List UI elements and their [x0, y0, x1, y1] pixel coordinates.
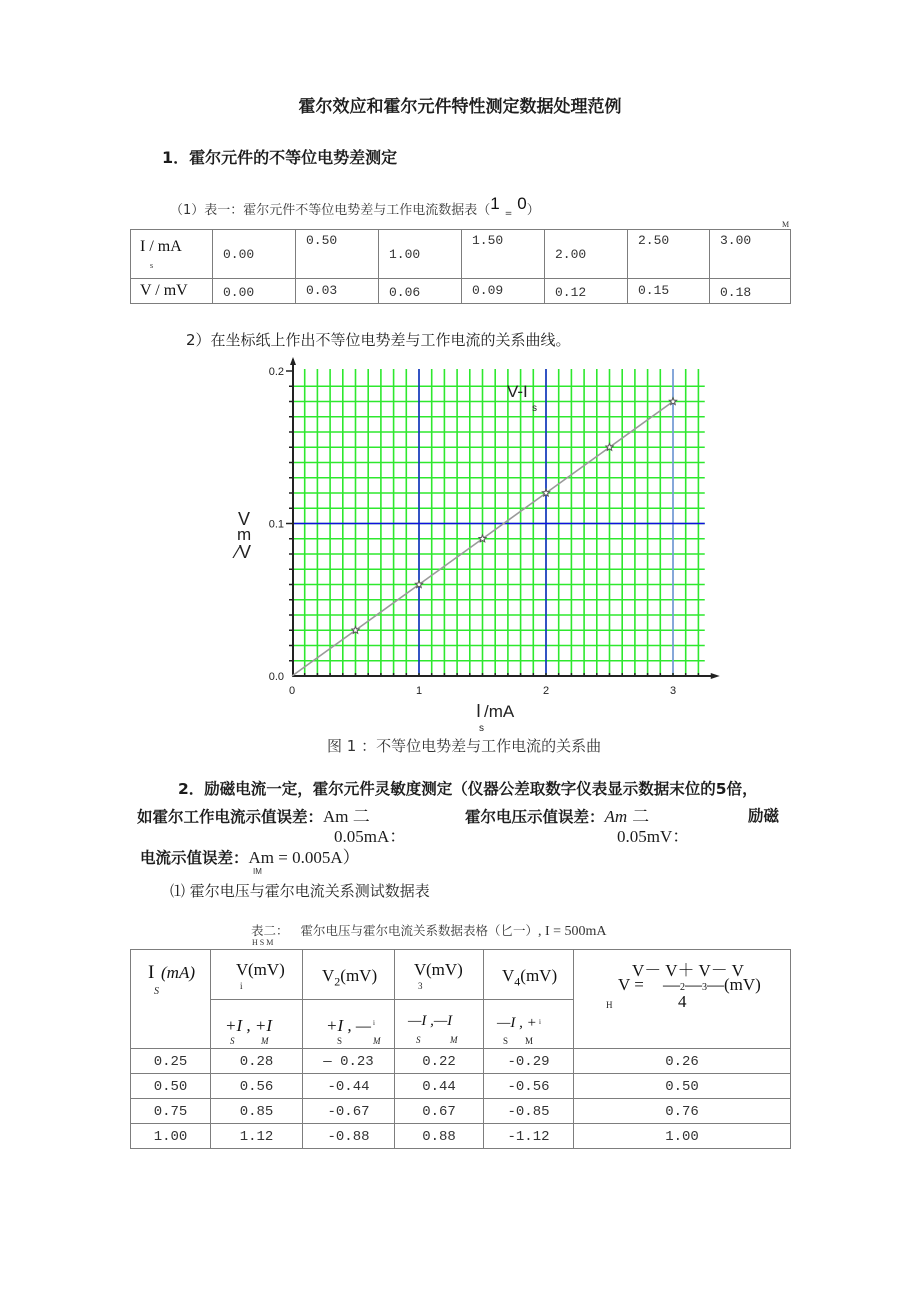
table-1-cell: [462, 230, 545, 279]
y-tick-label: 0.2: [268, 366, 284, 378]
table-1-cell: [628, 230, 710, 279]
header-v2: [303, 950, 395, 1000]
condition-text: +I , +I: [225, 1016, 273, 1035]
table-2-cell: [484, 1049, 574, 1074]
current-label: I / mA: [140, 238, 182, 255]
excitation-error-subscript: IM: [253, 867, 262, 876]
formula-subscript: H: [606, 1000, 613, 1010]
work-current-error-line: [137, 807, 370, 827]
table-1-caption-close: ）: [526, 203, 540, 218]
current-value: 1.50: [472, 233, 504, 248]
header-v2-label: [322, 966, 377, 989]
vh-value: 0.76: [665, 1104, 699, 1120]
table-2-row: [131, 1074, 791, 1099]
header-v4-subscript: 4: [514, 974, 521, 989]
table-1-cell: [628, 279, 710, 304]
header-v2-unit: (mV): [340, 966, 378, 985]
x-axis-label: I: [476, 701, 482, 721]
v1-value: 0.28: [239, 1054, 274, 1070]
table-1-caption: [170, 194, 540, 224]
table-2-caption-text: 霍尔电压与霍尔电流关系数据表格（匕一）: [300, 923, 538, 938]
formula-denominator: 4: [678, 992, 687, 1011]
v3-value: 0.44: [422, 1079, 456, 1095]
table-2-cell: [395, 1074, 484, 1099]
header-v4-symbol: V: [502, 966, 515, 985]
table-2-cell: [574, 1049, 791, 1074]
current-value: 0.50: [306, 233, 338, 248]
vi-chart: [220, 350, 730, 745]
table-2-caption-tail: , I = 500mA: [537, 924, 607, 939]
work-current-error-label: 如霍尔工作电流示值误差：: [137, 808, 324, 826]
condition-subscript: M: [450, 1035, 458, 1045]
header-v3-unit: (mV): [426, 960, 463, 979]
y-tick-label: 0.1: [268, 518, 284, 531]
y-tick-label: 0.0: [268, 671, 284, 683]
step-2-instruction: 2）在坐标纸上作出不等位电势差与工作电流的关系曲线。: [186, 331, 571, 349]
chart-series: [292, 398, 677, 676]
x-tick-label: 1: [415, 685, 423, 697]
table-1-caption-symbol-1: 1: [490, 194, 500, 213]
table-2-caption-subscript: H S M: [252, 938, 274, 947]
table-2-cell: [395, 1099, 484, 1124]
table-1-caption-subscript: M: [782, 220, 790, 229]
table-1-cell: [710, 230, 791, 279]
table-2-cell: [484, 1074, 574, 1099]
table-2-header-row: [131, 950, 791, 1000]
excitation-error-label: 电流示值误差：: [140, 849, 249, 867]
voltage-value: 0.00: [223, 285, 255, 300]
voltage-label: V / mV: [140, 282, 188, 299]
v4-value: -1.12: [507, 1129, 550, 1145]
current-value: 0.50: [153, 1079, 188, 1095]
table-2-cell: [211, 1124, 303, 1149]
table-2-row: [131, 1124, 791, 1149]
voltage-value: 0.15: [638, 283, 670, 298]
header-v1: [211, 950, 303, 1000]
condition-subscript: S: [416, 1035, 421, 1045]
table-2-cell: [211, 1074, 303, 1099]
work-current-error-value: 0.05mA：: [334, 827, 407, 846]
header-current-symbol: I: [148, 962, 155, 983]
current-label-subscript: s: [150, 261, 154, 270]
condition-subscript: M: [373, 1036, 381, 1046]
x-tick-label: 3: [669, 685, 677, 697]
current-value: 1.00: [153, 1129, 188, 1145]
v4-value: -0.85: [507, 1104, 550, 1120]
table-2-cell: [303, 1099, 395, 1124]
voltage-value: 0.18: [720, 285, 752, 300]
excitation-error-line: [140, 848, 360, 868]
table-1-cell: [710, 279, 791, 304]
table-1-row-current: [131, 230, 791, 279]
table-1-cell: [545, 230, 628, 279]
formula-index: 3: [702, 982, 707, 993]
table-2-cell: [395, 1124, 484, 1149]
formula-index: 2: [680, 982, 685, 993]
table-1-cell: [213, 279, 296, 304]
v3-value: 0.22: [422, 1054, 456, 1070]
v2-value: -0.44: [327, 1079, 370, 1095]
current-value: 0.75: [153, 1104, 188, 1120]
x-tick-label: 2: [542, 685, 550, 697]
v4-value: -0.56: [507, 1079, 550, 1095]
table-2-caption: [251, 923, 607, 940]
condition-subscript: S: [230, 1036, 235, 1046]
current-value: 0.00: [223, 247, 255, 262]
table-1-cell: [213, 230, 296, 279]
current-value: 2.00: [555, 247, 587, 262]
table-2-cell: [574, 1124, 791, 1149]
table-1-cell: [379, 279, 462, 304]
table-2-cell: [484, 1124, 574, 1149]
v3-value: 0.88: [422, 1129, 456, 1145]
y-axis-label-line: m: [237, 525, 252, 544]
condition-subscript: S: [503, 1036, 509, 1046]
header-current: [131, 950, 211, 1049]
condition-superscript: i: [539, 1018, 541, 1026]
condition-text: —I , +: [497, 1015, 537, 1031]
fraction-bar-segment: —: [685, 975, 702, 994]
table-2-cell: [574, 1074, 791, 1099]
header-v2-symbol: V: [322, 966, 335, 985]
hall-voltage-error-value: 0.05mV：: [617, 827, 690, 846]
hall-voltage-error-equals: 二: [632, 807, 650, 826]
x-tick-label: 0: [288, 685, 296, 697]
condition-text: +I , —: [326, 1016, 371, 1035]
v1-value: 0.56: [239, 1079, 274, 1095]
chart-title: V-I: [507, 382, 528, 401]
current-value: 2.50: [638, 233, 670, 248]
table-1-cell: [296, 230, 379, 279]
table-1-header-voltage: [131, 279, 213, 304]
table-1-cell: [296, 279, 379, 304]
current-value: 1.00: [389, 247, 421, 262]
hall-voltage-error-symbol: Am: [604, 807, 628, 826]
header-current-unit: (mA): [161, 963, 195, 982]
condition-subscript: M: [261, 1036, 269, 1046]
table-1-cell: [462, 279, 545, 304]
voltage-value: 0.06: [389, 285, 421, 300]
table-2-row: [131, 1049, 791, 1074]
y-axis-arrow: [290, 357, 296, 365]
x-axis-label-unit: /mA: [484, 702, 515, 721]
v2-value: -0.67: [327, 1104, 370, 1120]
condition-superscript: i: [373, 1019, 375, 1027]
table-2-cell: [303, 1124, 395, 1149]
header-v4-unit: (mV): [520, 966, 558, 985]
table-2-cell: [484, 1099, 574, 1124]
header-current-subscript: S: [154, 986, 159, 997]
excitation-error-value: Am = 0.005A）: [248, 848, 360, 867]
hall-voltage-error-label: 霍尔电压示值误差：: [465, 808, 605, 826]
section-2-heading: 2．励磁电流一定，霍尔元件灵敏度测定（仪器公差取数字仪表显示数据末位的5倍，: [178, 780, 758, 798]
subsection-1-heading: ⑴ 霍尔电压与霍尔电流关系测试数据表: [170, 882, 430, 900]
table-1-caption-equals: =: [504, 209, 513, 219]
table-2-caption-label: 表二：: [251, 923, 289, 938]
current-value: 3.00: [720, 233, 752, 248]
vh-value: 0.26: [665, 1054, 699, 1070]
figure-1-caption: 图 1 ：不等位电势差与工作电流的关系曲: [327, 737, 602, 755]
header-v1-symbol: V: [236, 960, 249, 979]
header-v3-symbol: V: [414, 960, 427, 979]
header-v2-subscript: 2: [334, 974, 341, 989]
voltage-value: 0.09: [472, 283, 504, 298]
table-1-cell: [379, 230, 462, 279]
condition-v1: [211, 1000, 303, 1049]
header-v4: [484, 950, 574, 1000]
v4-value: -0.29: [507, 1054, 550, 1070]
table-2-cell: [131, 1124, 211, 1149]
header-v1-unit: (mV): [248, 960, 285, 979]
v1-value: 0.85: [239, 1104, 274, 1120]
v2-value: — 0.23: [323, 1054, 374, 1070]
y-axis-label-line: V: [238, 509, 251, 529]
table-2-cell: [211, 1049, 303, 1074]
hall-voltage-error-line: [465, 807, 649, 827]
header-v3: [395, 950, 484, 1000]
table-2-cell: [211, 1099, 303, 1124]
table-2-cell: [303, 1049, 395, 1074]
table-2-cell: [131, 1049, 211, 1074]
table-1-cell: [545, 279, 628, 304]
header-vh-formula: [574, 950, 791, 1049]
table-1-caption-symbol-0: 0: [517, 194, 527, 213]
condition-v2: [303, 1000, 395, 1049]
condition-v3: [395, 1000, 484, 1049]
excitation-label: 励磁: [748, 807, 780, 825]
v1-value: 1.12: [239, 1129, 274, 1145]
x-axis-arrow: [711, 673, 720, 679]
condition-subscript: M: [525, 1036, 534, 1046]
table-1: [130, 229, 791, 304]
voltage-value: 0.03: [306, 283, 338, 298]
y-axis-label-line: ⁄V: [236, 542, 252, 562]
work-current-error-symbol: Am 二: [323, 807, 370, 826]
table-2-cell: [574, 1099, 791, 1124]
formula-unit: —(mV): [707, 975, 761, 994]
condition-text: —I ,—I: [408, 1013, 453, 1029]
header-v3-subscript: 3: [418, 981, 423, 991]
current-value: 0.25: [153, 1054, 188, 1070]
header-v4-label: [502, 966, 557, 989]
formula-numerator: V－ V＋ V－ V: [632, 961, 744, 980]
table-1-header-current: [131, 230, 213, 279]
section-1-heading: 1．霍尔元件的不等位电势差测定: [162, 148, 398, 167]
table-2: [130, 949, 791, 1149]
table-2-cell: [131, 1099, 211, 1124]
document-title: 霍尔效应和霍尔元件特性测定数据处理范例: [298, 97, 622, 117]
table-1-row-voltage: [131, 279, 791, 304]
v2-value: -0.88: [327, 1129, 370, 1145]
fraction-bar-segment: —: [663, 975, 680, 994]
header-v1-subscript: i: [240, 981, 243, 991]
voltage-value: 0.12: [555, 285, 587, 300]
condition-subscript: S: [337, 1036, 343, 1046]
table-1-caption-text: （1）表一：霍尔元件不等位电势差与工作电流数据表（: [170, 203, 491, 218]
x-axis-label-subscript: s: [479, 723, 484, 734]
v3-value: 0.67: [422, 1104, 456, 1120]
table-2-cell: [131, 1074, 211, 1099]
vh-value: 1.00: [665, 1129, 699, 1145]
table-2-cell: [303, 1074, 395, 1099]
condition-v4: [484, 1000, 574, 1049]
vh-value: 0.50: [665, 1079, 699, 1095]
table-2-cell: [395, 1049, 484, 1074]
chart-title-subscript: s: [532, 403, 537, 414]
formula-lhs: V =: [618, 975, 644, 994]
table-2-row: [131, 1099, 791, 1124]
